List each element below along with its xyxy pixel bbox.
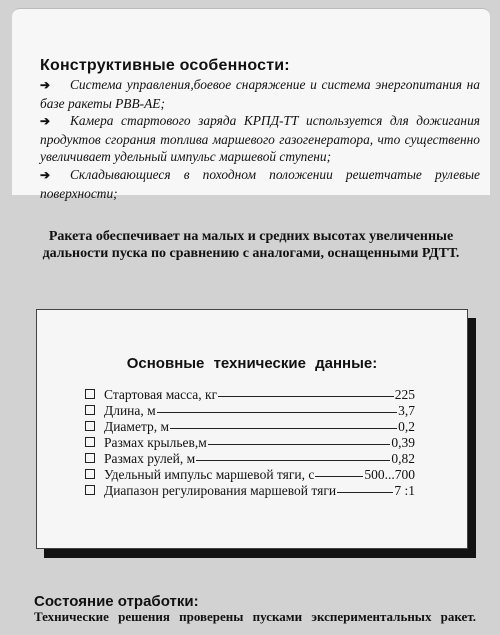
specs-title: Основные технические данные: [126,355,378,372]
spec-value: 500...700 [364,467,415,482]
spec-label: Удельный импульс маршевой тяги, с [104,467,315,482]
specs-card [36,309,468,549]
spec-value: 0,2 [398,419,415,434]
checkbox-icon [85,485,95,495]
leader-line [196,460,390,461]
leader-line [337,492,393,493]
spec-label: Диапазон регулирования маршевой тяги [104,483,337,498]
spec-row [85,435,415,451]
spec-label: Размах рулей, м [104,451,196,466]
feature-text: Система управления,боевое снаряжение и система энергопитания на базе ракеты РВВ-АЕ; [40,77,480,111]
checkbox-icon [85,437,95,447]
status-title: Состояние отработки: [34,593,199,610]
feature-text: Камера стартового заряда КРПД-ТТ используется для дожигания продуктов сгорания топлива маршевого газогенератора, что существенно увеличивает удельный импульс маршевой ступени; [40,113,480,165]
leader-line [170,428,397,429]
spec-row [85,483,415,499]
spec-value: 7 :1 [394,483,415,498]
spec-value: 0,39 [391,435,415,450]
arrow-right-icon: ➔ [40,78,51,92]
spec-value: 0,82 [391,451,415,466]
checkbox-icon [85,453,95,463]
spec-label: Диаметр, м [104,419,170,434]
checkbox-icon [85,421,95,431]
spec-row [85,451,415,467]
features-title: Конструктивные особенности: [40,57,290,74]
feature-text: Складывающиеся в походном положении решетчатые рулевые поверхности; [40,166,480,201]
specs-list [85,387,415,499]
leader-line [208,444,391,445]
features-list [40,76,480,202]
spec-row [85,419,415,435]
feature-item [40,112,480,166]
checkbox-icon [85,389,95,399]
spec-row [85,387,415,403]
spec-value: 225 [394,387,415,402]
spec-value: 3,7 [398,403,415,418]
spec-label: Длина, м [104,403,156,418]
leader-line [315,476,363,477]
spec-label: Размах крыльев,м [104,435,207,450]
feature-item [40,166,480,202]
checkbox-icon [85,405,95,415]
checkbox-icon [85,469,95,479]
leader-line [157,412,397,413]
leader-line [218,396,394,397]
status-text: Технические решения проверены пусками экспериментальных ракет. [34,609,476,624]
summary-text: Ракета обеспечивает на малых и средних высотах увеличенные дальности пуска по сравнению с аналогами, оснащенными РДТТ. [42,229,460,261]
spec-row [85,403,415,419]
spec-row [85,467,415,483]
arrow-right-icon: ➔ [40,114,51,129]
spec-label: Стартовая масса, кг [104,387,218,402]
feature-item [40,76,480,112]
arrow-right-icon: ➔ [40,167,51,182]
